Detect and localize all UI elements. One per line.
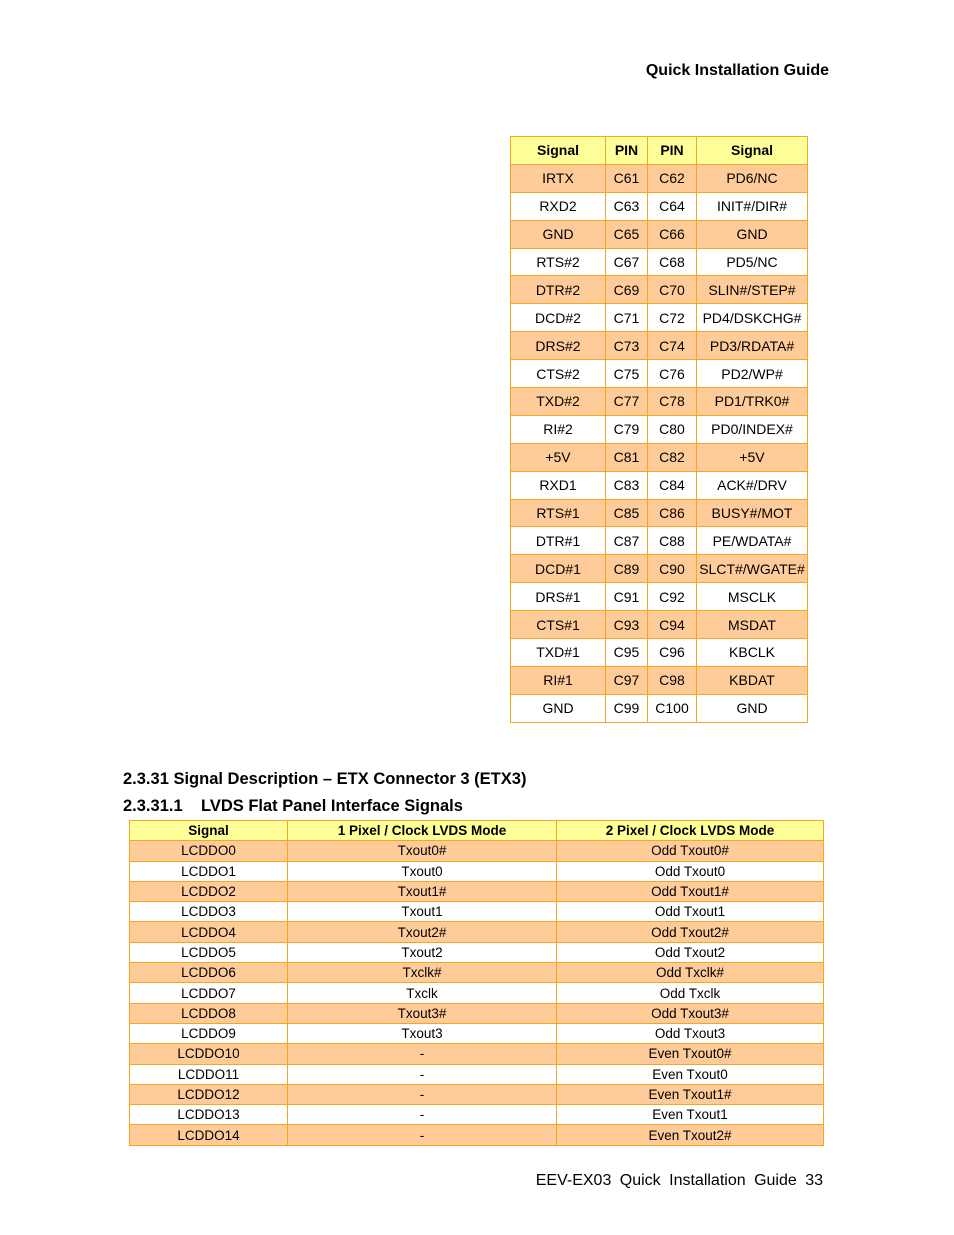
table-cell: C90 <box>648 555 697 583</box>
table-cell: PD5/NC <box>697 248 808 276</box>
table-cell: Txout1 <box>288 902 557 922</box>
column-header: Signal <box>697 137 808 165</box>
table-cell: GND <box>697 220 808 248</box>
table-cell: Odd Txout1# <box>557 881 824 901</box>
table-cell: Odd Txout3 <box>557 1023 824 1043</box>
table-cell: C66 <box>648 220 697 248</box>
table-cell: MSCLK <box>697 583 808 611</box>
table-cell: C84 <box>648 471 697 499</box>
table-row <box>130 1064 824 1084</box>
lvds-table-header-row <box>130 821 824 841</box>
table-cell: C99 <box>606 694 648 722</box>
table-cell: C69 <box>606 276 648 304</box>
table-cell: C83 <box>606 471 648 499</box>
table-cell: LCDDO11 <box>130 1064 288 1084</box>
table-cell: DTR#2 <box>511 276 606 304</box>
table-cell: LCDDO4 <box>130 922 288 942</box>
table-cell: TXD#1 <box>511 639 606 667</box>
table-row <box>130 1105 824 1125</box>
table-cell: Odd Txout0# <box>557 841 824 861</box>
table-cell: SLCT#/WGATE# <box>697 555 808 583</box>
table-cell: C63 <box>606 192 648 220</box>
table-cell: DTR#1 <box>511 527 606 555</box>
pin-assignment-table <box>510 136 808 723</box>
table-row <box>511 360 808 388</box>
table-cell: C74 <box>648 332 697 360</box>
table-cell: - <box>288 1064 557 1084</box>
subsection-heading: 2.3.31.1 LVDS Flat Panel Interface Signals <box>123 797 463 815</box>
pin-table-header-row <box>511 137 808 165</box>
table-cell: INIT#/DIR# <box>697 192 808 220</box>
table-cell: LCDDO12 <box>130 1084 288 1104</box>
column-header: 1 Pixel / Clock LVDS Mode <box>288 821 557 841</box>
table-cell: C91 <box>606 583 648 611</box>
table-cell: C80 <box>648 415 697 443</box>
table-cell: Odd Txout1 <box>557 902 824 922</box>
table-row <box>130 942 824 962</box>
table-cell: +5V <box>511 443 606 471</box>
table-row <box>511 611 808 639</box>
table-row <box>130 861 824 881</box>
column-header: Signal <box>130 821 288 841</box>
table-row <box>130 983 824 1003</box>
table-row <box>130 881 824 901</box>
table-cell: C77 <box>606 388 648 416</box>
table-cell: C62 <box>648 164 697 192</box>
table-cell: PD4/DSKCHG# <box>697 304 808 332</box>
column-header: 2 Pixel / Clock LVDS Mode <box>557 821 824 841</box>
section-heading: 2.3.31 Signal Description – ETX Connector 3 (ETX3) <box>123 770 527 788</box>
table-cell: RI#1 <box>511 666 606 694</box>
table-row <box>130 1125 824 1145</box>
table-cell: PD0/INDEX# <box>697 415 808 443</box>
table-row <box>130 841 824 861</box>
table-cell: DCD#1 <box>511 555 606 583</box>
table-cell: GND <box>511 220 606 248</box>
table-cell: Txclk <box>288 983 557 1003</box>
table-cell: C86 <box>648 499 697 527</box>
table-cell: IRTX <box>511 164 606 192</box>
table-cell: - <box>288 1105 557 1125</box>
table-row <box>130 963 824 983</box>
table-row <box>130 922 824 942</box>
table-cell: TXD#2 <box>511 388 606 416</box>
table-cell: RXD1 <box>511 471 606 499</box>
table-cell: PD1/TRK0# <box>697 388 808 416</box>
table-cell: C73 <box>606 332 648 360</box>
table-row <box>511 555 808 583</box>
table-cell: SLIN#/STEP# <box>697 276 808 304</box>
table-cell: C88 <box>648 527 697 555</box>
table-cell: - <box>288 1084 557 1104</box>
table-cell: C70 <box>648 276 697 304</box>
table-cell: C76 <box>648 360 697 388</box>
table-cell: BUSY#/MOT <box>697 499 808 527</box>
table-cell: Even Txout1 <box>557 1105 824 1125</box>
table-cell: Txout2 <box>288 942 557 962</box>
table-cell: DRS#2 <box>511 332 606 360</box>
table-row <box>511 527 808 555</box>
table-cell: C75 <box>606 360 648 388</box>
table-cell: Txout3 <box>288 1023 557 1043</box>
table-row <box>130 1003 824 1023</box>
table-cell: DCD#2 <box>511 304 606 332</box>
table-cell: Txclk# <box>288 963 557 983</box>
table-cell: CTS#2 <box>511 360 606 388</box>
table-row <box>511 666 808 694</box>
table-cell: LCDDO8 <box>130 1003 288 1023</box>
table-cell: - <box>288 1125 557 1145</box>
table-cell: C93 <box>606 611 648 639</box>
table-cell: Even Txout1# <box>557 1084 824 1104</box>
table-cell: Odd Txout2 <box>557 942 824 962</box>
table-row <box>511 220 808 248</box>
table-row <box>511 443 808 471</box>
table-cell: LCDDO9 <box>130 1023 288 1043</box>
table-cell: CTS#1 <box>511 611 606 639</box>
table-row <box>130 1084 824 1104</box>
table-row <box>511 639 808 667</box>
table-cell: LCDDO7 <box>130 983 288 1003</box>
table-row <box>511 499 808 527</box>
table-cell: KBDAT <box>697 666 808 694</box>
table-row <box>511 164 808 192</box>
table-cell: C61 <box>606 164 648 192</box>
table-cell: C87 <box>606 527 648 555</box>
table-cell: C100 <box>648 694 697 722</box>
table-cell: C79 <box>606 415 648 443</box>
table-cell: PD3/RDATA# <box>697 332 808 360</box>
table-cell: KBCLK <box>697 639 808 667</box>
table-cell: Txout0 <box>288 861 557 881</box>
table-cell: C81 <box>606 443 648 471</box>
table-cell: Odd Txout0 <box>557 861 824 881</box>
table-cell: Odd Txout3# <box>557 1003 824 1023</box>
table-cell: Odd Txclk <box>557 983 824 1003</box>
table-cell: PD2/WP# <box>697 360 808 388</box>
table-cell: C95 <box>606 639 648 667</box>
table-cell: Odd Txout2# <box>557 922 824 942</box>
table-cell: LCDDO1 <box>130 861 288 881</box>
table-cell: Txout1# <box>288 881 557 901</box>
table-cell: RTS#1 <box>511 499 606 527</box>
table-cell: Odd Txclk# <box>557 963 824 983</box>
table-cell: LCDDO14 <box>130 1125 288 1145</box>
table-cell: Even Txout0 <box>557 1064 824 1084</box>
table-cell: LCDDO13 <box>130 1105 288 1125</box>
table-cell: C71 <box>606 304 648 332</box>
table-cell: LCDDO2 <box>130 881 288 901</box>
table-cell: Txout0# <box>288 841 557 861</box>
table-cell: GND <box>697 694 808 722</box>
table-cell: C82 <box>648 443 697 471</box>
table-cell: C78 <box>648 388 697 416</box>
table-row <box>511 583 808 611</box>
table-cell: C97 <box>606 666 648 694</box>
table-cell: C72 <box>648 304 697 332</box>
table-cell: C92 <box>648 583 697 611</box>
table-row <box>130 1044 824 1064</box>
column-header: PIN <box>606 137 648 165</box>
table-cell: C65 <box>606 220 648 248</box>
table-row <box>511 276 808 304</box>
table-row <box>130 902 824 922</box>
table-cell: LCDDO3 <box>130 902 288 922</box>
table-cell: RTS#2 <box>511 248 606 276</box>
table-cell: C98 <box>648 666 697 694</box>
table-cell: Even Txout0# <box>557 1044 824 1064</box>
table-cell: C64 <box>648 192 697 220</box>
table-cell: ACK#/DRV <box>697 471 808 499</box>
table-cell: RI#2 <box>511 415 606 443</box>
table-row <box>511 694 808 722</box>
table-row <box>511 471 808 499</box>
table-cell: C68 <box>648 248 697 276</box>
table-cell: Even Txout2# <box>557 1125 824 1145</box>
table-row <box>511 248 808 276</box>
table-cell: C85 <box>606 499 648 527</box>
table-cell: DRS#1 <box>511 583 606 611</box>
table-row <box>511 388 808 416</box>
table-cell: GND <box>511 694 606 722</box>
table-cell: LCDDO0 <box>130 841 288 861</box>
table-cell: PE/WDATA# <box>697 527 808 555</box>
table-cell: C94 <box>648 611 697 639</box>
table-cell: LCDDO10 <box>130 1044 288 1064</box>
lvds-signal-table <box>129 820 824 1146</box>
page-footer: EEV-EX03 Quick Installation Guide 33 <box>535 1172 823 1189</box>
table-cell: MSDAT <box>697 611 808 639</box>
column-header: PIN <box>648 137 697 165</box>
table-cell: LCDDO5 <box>130 942 288 962</box>
table-cell: +5V <box>697 443 808 471</box>
table-cell: RXD2 <box>511 192 606 220</box>
table-cell: C96 <box>648 639 697 667</box>
table-row <box>511 415 808 443</box>
table-cell: C89 <box>606 555 648 583</box>
table-cell: Txout2# <box>288 922 557 942</box>
table-cell: PD6/NC <box>697 164 808 192</box>
page-header-title: Quick Installation Guide <box>645 62 829 79</box>
table-cell: C67 <box>606 248 648 276</box>
table-row <box>130 1023 824 1043</box>
table-cell: - <box>288 1044 557 1064</box>
table-row <box>511 192 808 220</box>
table-row <box>511 332 808 360</box>
table-cell: Txout3# <box>288 1003 557 1023</box>
table-cell: LCDDO6 <box>130 963 288 983</box>
table-row <box>511 304 808 332</box>
column-header: Signal <box>511 137 606 165</box>
